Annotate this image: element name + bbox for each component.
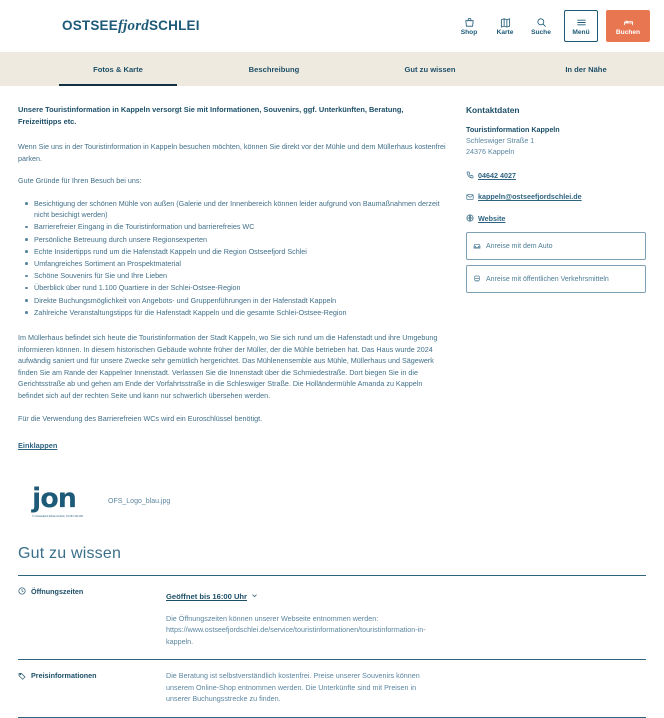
contact-links <box>466 166 646 227</box>
brand-post: SCHLEI <box>148 17 200 33</box>
list-item: Direkte Buchungsmöglichkeit von Angebots- und Gruppenführungen in der Hafenstadt Kappeln <box>34 295 448 306</box>
contact-city: 24376 Kappeln <box>466 146 515 156</box>
content-columns <box>18 86 646 453</box>
bed-icon <box>623 17 634 28</box>
nav-menu-button[interactable] <box>564 10 598 42</box>
description-lead: Unsere Touristinformation in Kappeln versorgt Sie mit Informationen, Souvenirs, ggf. Unterkünften, Beratung, Freizeittipps etc. <box>18 105 404 126</box>
brand-mid: fjord <box>117 17 149 34</box>
train-icon <box>473 270 481 288</box>
tag-icon <box>18 671 26 682</box>
header-nav <box>452 10 650 42</box>
contact-title: Kontaktdaten <box>466 105 520 115</box>
nav-buchen-button[interactable] <box>606 10 650 42</box>
tab-fotos-karte[interactable] <box>40 52 196 86</box>
list-item: Überblick über rund 1.100 Quartiere in der Schlei-Ostsee-Region <box>34 282 448 293</box>
chevron-down-icon <box>251 592 258 601</box>
contact-sidebar <box>466 104 646 453</box>
list-item: Umfangreiches Sortiment an Prospektmaterial <box>34 258 448 269</box>
jon-logo-wordmark: jon <box>32 483 77 515</box>
nav-karte-button[interactable] <box>488 14 522 39</box>
tab-label: Fotos & Karte <box>93 64 143 74</box>
directions-transit-button[interactable] <box>466 265 646 293</box>
good-to-know-section <box>0 545 664 718</box>
page-content <box>0 86 664 519</box>
row-value-price <box>166 670 646 704</box>
opening-hours-toggle[interactable] <box>166 592 258 601</box>
contact-phone-text: 04642 4027 <box>478 170 516 180</box>
list-item: Besichtigung der schönen Mühle von außen (Galerie und der Innenbereich können leider aufgrund von Baumaßnahmen derzeit nicht besichigt werden) <box>34 198 448 220</box>
directions-transit-label: Anreise mit öffentlichen Verkehrsmitteln <box>486 275 609 283</box>
search-icon <box>536 17 547 28</box>
row-label-price <box>18 670 166 704</box>
collapse-link[interactable]: Einklappen <box>18 441 58 451</box>
tab-in-der-naehe[interactable] <box>508 52 664 86</box>
directions-car-button[interactable] <box>466 232 646 260</box>
row-label-text: Preisinformationen <box>31 671 97 681</box>
contact-street: Schleswiger Straße 1 <box>466 136 535 145</box>
envelope-icon <box>466 188 474 206</box>
jon-logo <box>32 485 90 519</box>
site-header <box>0 0 664 52</box>
contact-website-text: Website <box>478 213 506 223</box>
row-value-opening-hours <box>166 586 646 647</box>
tab-label: In der Nähe <box>565 64 607 74</box>
nav-suche-label: Suche <box>531 28 551 36</box>
list-item: Zahlreiche Veranstaltungstipps für die Hafenstadt Kappeln und die gesamte Schlei-Ostsee-Region <box>34 307 448 318</box>
nav-menu-label: Menü <box>572 28 590 36</box>
list-item: Echte Insidertipps rund um die Hafenstadt Kappeln und die Region Ostseefjord Schlei <box>34 246 448 257</box>
nav-shop-button[interactable] <box>452 14 486 39</box>
hamburger-menu-icon <box>576 17 587 28</box>
good-to-know-heading: Gut zu wissen <box>18 544 122 562</box>
benefits-list <box>18 198 448 318</box>
contact-phone-link[interactable] <box>466 166 646 184</box>
tab-gut-zu-wissen[interactable] <box>352 52 508 86</box>
list-item: Persönliche Betreuung durch unsere Regionsexperten <box>34 234 448 245</box>
contact-email-text: kappeln@ostseefjordschlei.de <box>478 192 582 201</box>
content-tabbar <box>0 52 664 86</box>
description-column <box>18 104 448 453</box>
map-icon <box>500 17 511 28</box>
media-filename: OFS_Logo_blau.jpg <box>108 498 171 506</box>
clock-icon <box>18 587 26 598</box>
list-item: Barrierefreier Eingang in die Touristinformation und barrierefreies WC <box>34 221 448 232</box>
contact-org: Touristinformation Kappeln <box>466 125 560 134</box>
contact-email-link[interactable] <box>466 188 646 206</box>
site-logo[interactable] <box>62 18 200 35</box>
info-row-price <box>18 660 646 716</box>
info-row-opening-hours <box>18 576 646 659</box>
price-info-text: Die Beratung ist selbstverständlich kostenfrei. Preise unserer Souvenirs können unserem Online-Shop entnommen werden. Die Unterkünfte sind mit Preisen in unserer Buchungsstrecke zu finden. <box>166 671 420 704</box>
nav-shop-label: Shop <box>460 28 478 36</box>
row-label-text: Öffnungszeiten <box>31 586 84 596</box>
tab-beschreibung[interactable] <box>196 52 352 86</box>
contact-website-link[interactable] <box>466 209 646 227</box>
tab-label: Gut zu wissen <box>404 64 456 74</box>
list-item: Schöne Souvenirs für Sie und Ihre Lieben <box>34 270 448 281</box>
phone-icon <box>466 166 474 184</box>
description-list-intro: Gute Gründe für Ihren Besuch bei uns: <box>18 176 142 186</box>
description-paragraph-2: Im Müllerhaus befindet sich heute die Touristinformation der Stadt Kappeln, wo Sie sich rund um die Hafenstadt und ihre Umgebung informieren können. In diesem historischen Gebäude wohnte früher der Müller, der die Mühle betrieben hat. Das Haus wurde 2024 aufwändig saniert und für unsere Zwecke sehr gemütlich hergerichtet. Das Mühlenensemble aus Mühle, Müllerhaus und Sägewerk finden Sie am Rande der Kappelner Innenstadt. Verlassen Sie die Innenstadt über die Schmiedestraße. Dort biegen Sie in die Gerichtsstraße ab und gehen am Ende der Vorfahrtsstraße in die Schleswiger Straße. Die Holländermühle Amanda zu Kappeln befindet sich auf der rechten Seite und kann nur schwerlich übersehen werden. <box>18 333 438 400</box>
tab-label: Beschreibung <box>248 64 300 74</box>
nav-buchen-label: Buchen <box>615 28 641 36</box>
jon-logo-caption: © Ostseefjord Schlei GmbH | CC-BY-NC-ND <box>32 515 84 519</box>
nav-suche-button[interactable] <box>524 14 558 39</box>
directions-car-label: Anreise mit dem Auto <box>486 242 553 250</box>
media-credit-block <box>18 485 646 519</box>
car-icon <box>473 237 481 255</box>
description-paragraph-1: Wenn Sie uns in der Touristinformation in Kappeln besuchen möchten, können Sie direkt vor der Mühle und dem Müllerhaus kostenfrei parken. <box>18 142 446 163</box>
brand-pre: OSTSEE <box>62 17 118 33</box>
globe-icon <box>466 209 474 227</box>
opening-hours-status: Geöffnet bis 16:00 Uhr <box>166 591 248 601</box>
nav-karte-label: Karte <box>496 28 514 36</box>
description-paragraph-3: Für die Verwendung des Barrierefreien WCs wird ein Euroschlüssel benötigt. <box>18 413 263 423</box>
opening-hours-note: Die Öffnungszeiten können unserer Webseite entnommen werden: https://www.ostseefjordschlei.de/service/touristinformationen/touristinformation-in-kappeln. <box>166 613 426 646</box>
row-label-opening-hours <box>18 586 166 647</box>
shopping-bag-icon <box>464 17 475 28</box>
